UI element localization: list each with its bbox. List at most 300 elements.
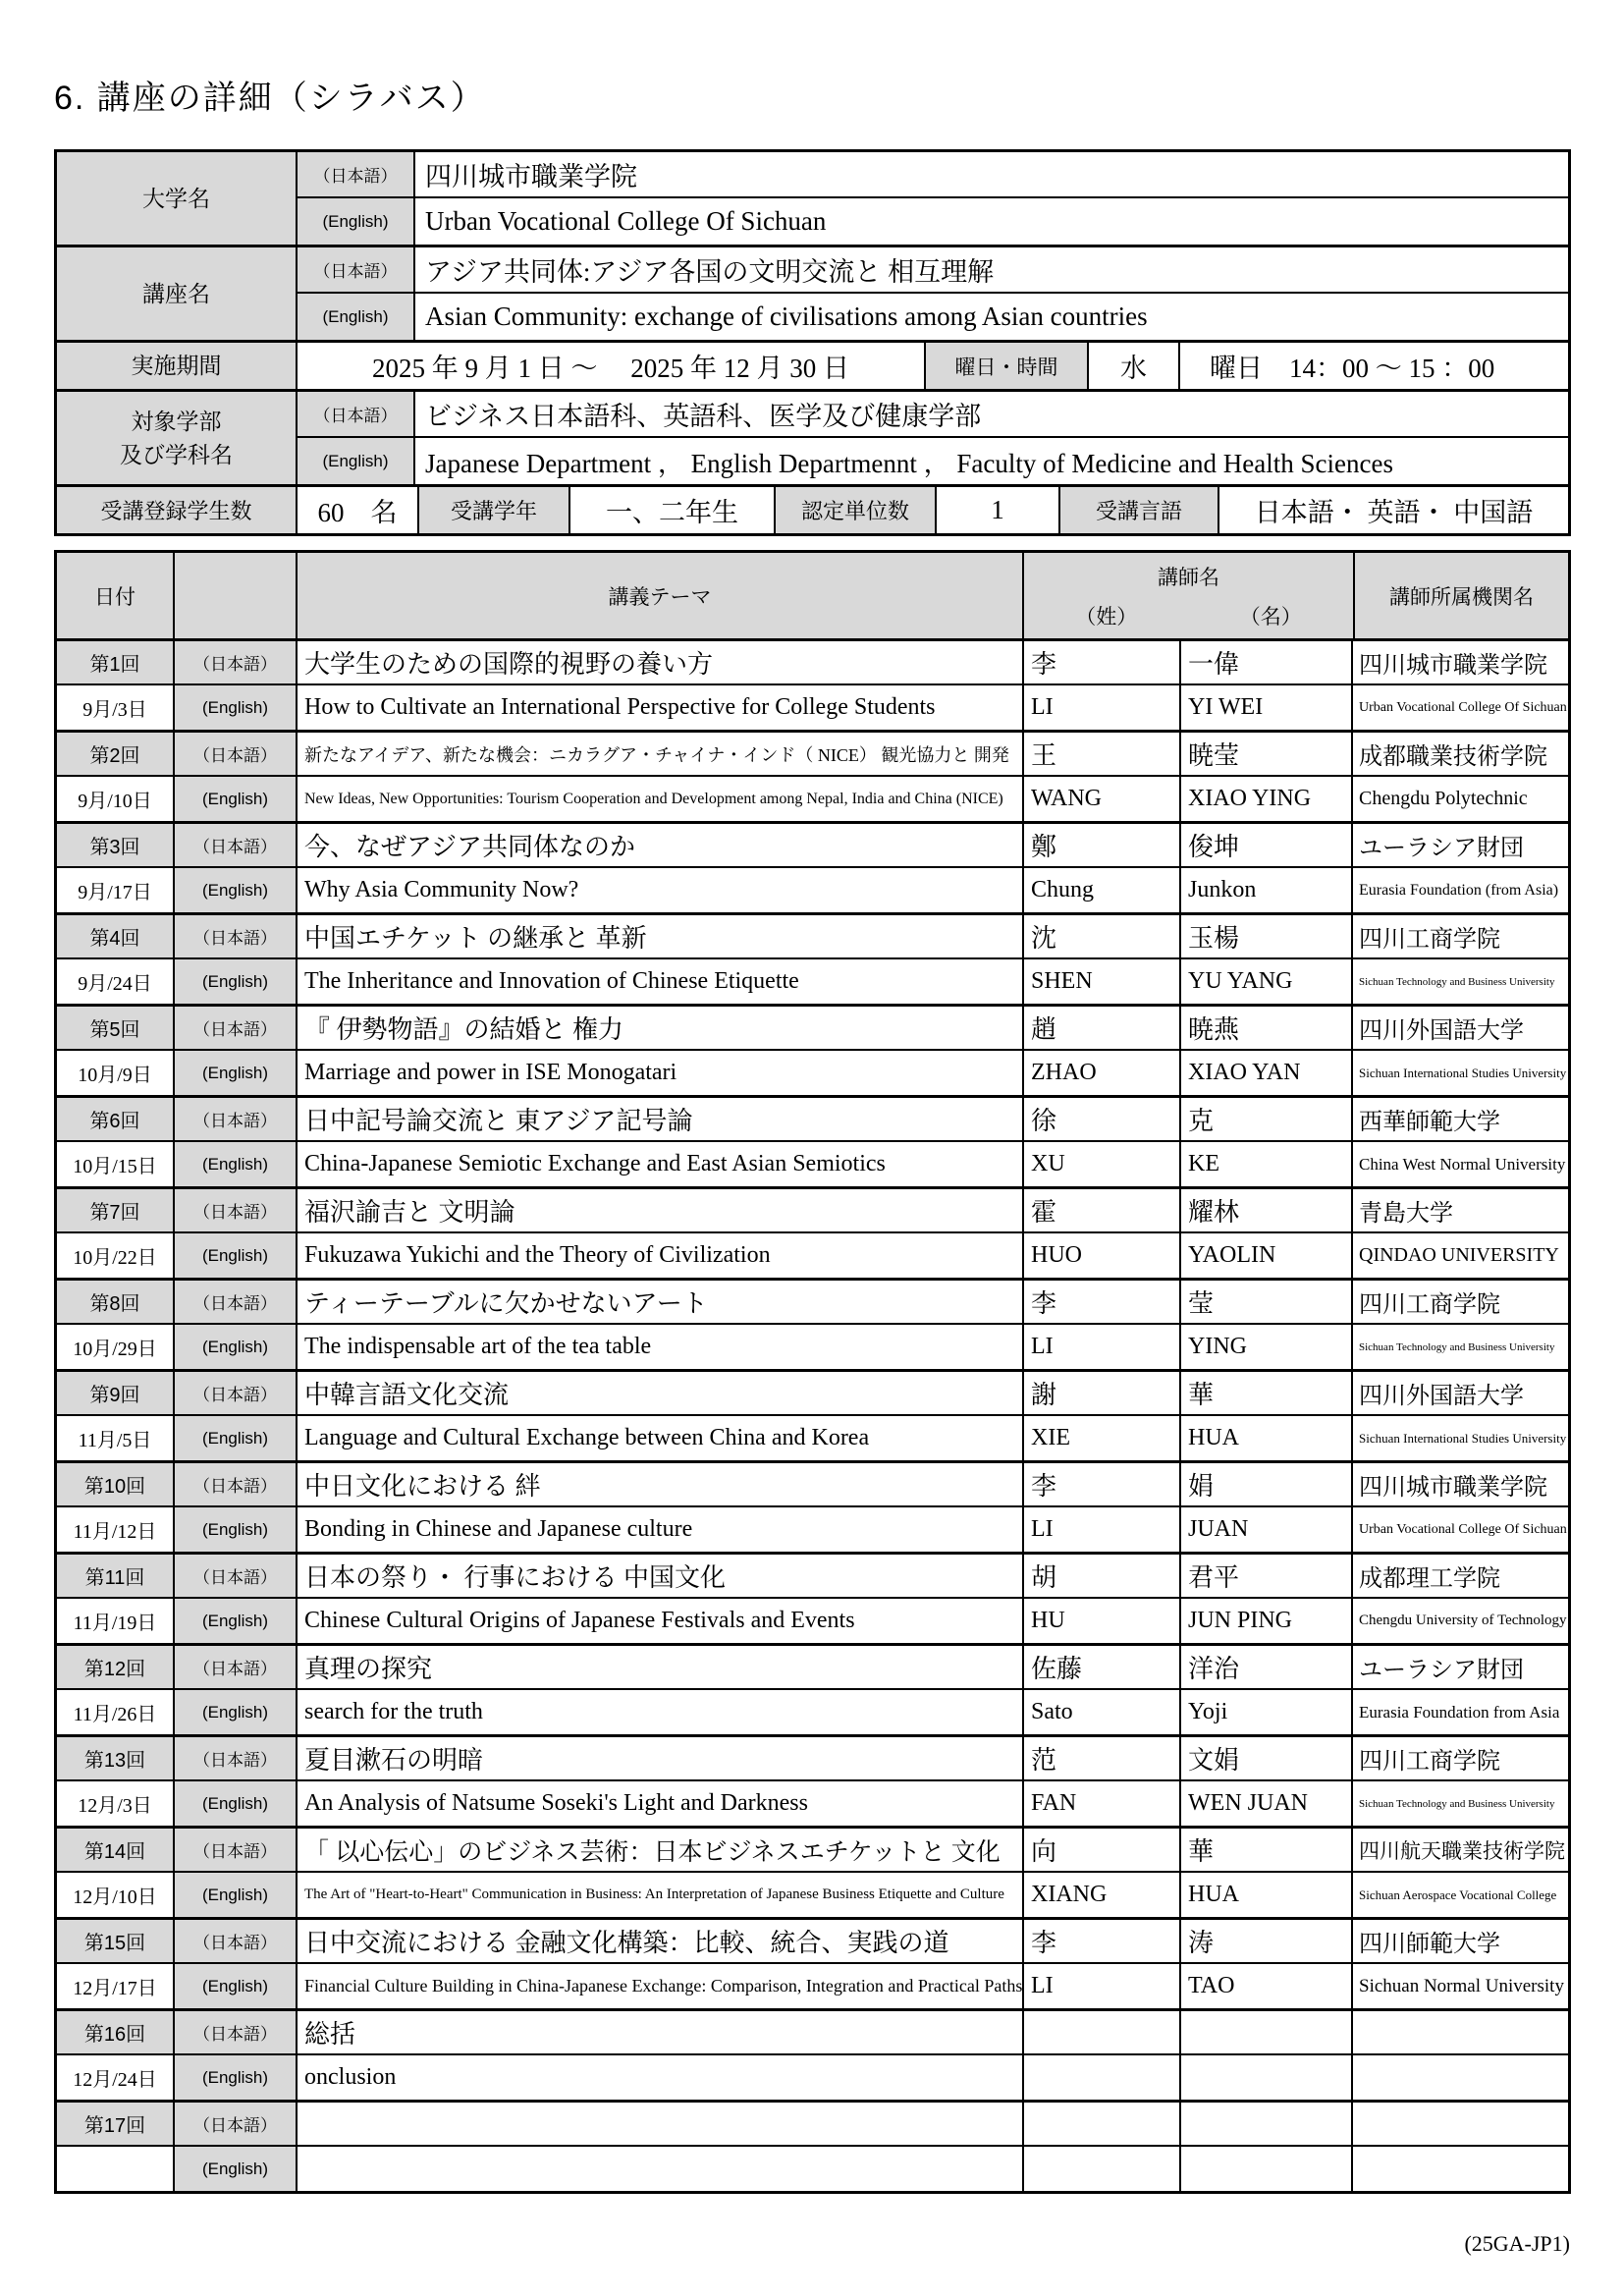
target-group xyxy=(57,392,1568,487)
date-cell: 10月/22日 xyxy=(57,1233,175,1278)
schedule-rows xyxy=(57,641,1568,2191)
schedule-row-jp xyxy=(57,824,1568,868)
lang-tag-jp: （日本語） xyxy=(175,2011,298,2053)
theme-en: Fukuzawa Yukichi and the Theory of Civilization xyxy=(298,1233,1024,1278)
org-en: Sichuan International Studies University xyxy=(1359,1065,1567,1080)
theme-en: Marriage and power in ISE Monogatari xyxy=(298,1051,1024,1095)
schedule-row-pair xyxy=(57,1646,1568,1737)
org-en: Urban Vocational College Of Sichuan xyxy=(1359,699,1567,715)
session-cell: 第1回 xyxy=(57,641,175,683)
surname-jp: 李 xyxy=(1024,641,1181,683)
givenname-jp: 暁燕 xyxy=(1181,1007,1353,1049)
lang-tag-en: (English) xyxy=(175,1233,298,1278)
lang-tag-jp: （日本語） xyxy=(175,1098,298,1140)
surname-en: HUO xyxy=(1024,1233,1181,1278)
surname-jp: 佐藤 xyxy=(1024,1646,1181,1688)
schedule-row-jp xyxy=(57,1372,1568,1416)
lang-tag-en: (English) xyxy=(175,1416,298,1460)
date-cell: 11月/26日 xyxy=(57,1690,175,1734)
givenname-en xyxy=(1181,2147,1353,2191)
givenname-jp: 一偉 xyxy=(1181,641,1353,683)
session-cell: 第14回 xyxy=(57,1829,175,1871)
lang-tag-jp: （日本語） xyxy=(175,1920,298,1962)
lang-tag-jp: （日本語） xyxy=(175,1007,298,1049)
theme-jp: 中日文化における 絆 xyxy=(298,1463,1024,1505)
org-en xyxy=(1353,2055,1568,2100)
university-label: 大学名 xyxy=(57,152,298,245)
period-row xyxy=(298,343,1568,389)
day-value: 水 xyxy=(1089,343,1180,389)
schedule-row-pair xyxy=(57,2103,1568,2191)
lang-tag-en: (English) xyxy=(175,685,298,730)
schedule-row-pair xyxy=(57,1281,1568,1372)
grade-value: 一、二年生 xyxy=(570,487,776,533)
university-name-jp: 四川城市職業学院 xyxy=(425,162,637,191)
givenname-jp: 華 xyxy=(1181,1829,1353,1871)
surname-en: SHEN xyxy=(1024,959,1181,1004)
theme-en: An Analysis of Natsume Soseki's Light and Darkness xyxy=(298,1781,1024,1826)
theme-en: The Inheritance and Innovation of Chinese Etiquette xyxy=(298,959,1024,1004)
header-date: 日付 xyxy=(57,553,175,638)
session-cell: 第8回 xyxy=(57,1281,175,1323)
en-tag: (English) xyxy=(298,438,415,484)
date-cell: 12月/17日 xyxy=(57,1964,175,2008)
org-en: Sichuan Aerospace Vocational College xyxy=(1359,1886,1557,1902)
university-row-en xyxy=(298,198,1568,245)
university-name-en: Urban Vocational College Of Sichuan xyxy=(425,206,827,236)
lang-tag-jp: （日本語） xyxy=(175,1189,298,1231)
schedule-row-en xyxy=(57,1599,1568,1643)
session-cell: 第15回 xyxy=(57,1920,175,1962)
theme-en xyxy=(298,2147,1024,2191)
theme-en: Bonding in Chinese and Japanese culture xyxy=(298,1507,1024,1552)
schedule-table xyxy=(54,550,1571,2194)
target-label-line2: 及び学科名 xyxy=(120,442,233,467)
lang-tag-en: (English) xyxy=(175,1051,298,1095)
givenname-en: YAOLIN xyxy=(1181,1233,1353,1278)
info-table xyxy=(54,149,1571,536)
schedule-row-pair xyxy=(57,2011,1568,2103)
theme-en: Why Asia Community Now? xyxy=(298,868,1024,912)
surname-jp: 胡 xyxy=(1024,1555,1181,1597)
org-en: Eurasia Foundation (from Asia) xyxy=(1359,881,1559,899)
surname-jp: 謝 xyxy=(1024,1372,1181,1414)
date-cell: 10月/15日 xyxy=(57,1142,175,1186)
surname-jp: 范 xyxy=(1024,1737,1181,1779)
session-cell: 第10回 xyxy=(57,1463,175,1505)
surname-en: HU xyxy=(1024,1599,1181,1643)
theme-jp: 『 伊勢物語』の結婚と 権力 xyxy=(298,1007,1024,1049)
lang-tag-en: (English) xyxy=(175,868,298,912)
date-cell: 12月/3日 xyxy=(57,1781,175,1826)
theme-en: The indispensable art of the tea table xyxy=(298,1325,1024,1369)
course-row-en xyxy=(298,294,1568,340)
target-label-line1: 対象学部 xyxy=(131,408,222,434)
schedule-row-jp xyxy=(57,1189,1568,1233)
org-en: Chengdu University of Technology xyxy=(1359,1613,1567,1628)
header-surname: （姓） xyxy=(1075,605,1138,629)
target-departments-jp: ビジネス日本語科、英語科、医学及び健康学部 xyxy=(425,402,982,431)
schedule-row-pair xyxy=(57,1189,1568,1281)
schedule-row-en xyxy=(57,1964,1568,2008)
org-en: Sichuan Technology and Business University xyxy=(1359,1340,1555,1353)
org-jp: 四川工商学院 xyxy=(1359,927,1500,953)
org-jp: 四川城市職業学院 xyxy=(1359,1475,1547,1501)
period-value: 2025 年 9 月 1 日 ～ 2025 年 12 月 30 日 xyxy=(298,343,926,389)
surname-jp: 沈 xyxy=(1024,915,1181,957)
surname-en: LI xyxy=(1024,1325,1181,1369)
surname-jp: 鄭 xyxy=(1024,824,1181,866)
session-cell: 第9回 xyxy=(57,1372,175,1414)
lang-tag-en: (English) xyxy=(175,777,298,821)
header-lecturer-title: 講師名 xyxy=(1158,566,1219,589)
givenname-en: HUA xyxy=(1181,1416,1353,1460)
session-cell: 第7回 xyxy=(57,1189,175,1231)
org-jp: 四川外国語大学 xyxy=(1359,1018,1524,1044)
givenname-en: JUN PING xyxy=(1181,1599,1353,1643)
surname-en: Chung xyxy=(1024,868,1181,912)
givenname-jp: 克 xyxy=(1181,1098,1353,1140)
schedule-row-jp xyxy=(57,1098,1568,1142)
givenname-jp: 娟 xyxy=(1181,1463,1353,1505)
surname-en: LI xyxy=(1024,685,1181,730)
lang-tag-jp: （日本語） xyxy=(175,1555,298,1597)
theme-en: China-Japanese Semiotic Exchange and East Asian Semiotics xyxy=(298,1142,1024,1186)
surname-en xyxy=(1024,2055,1181,2100)
schedule-row-en xyxy=(57,777,1568,821)
lang-tag-jp: （日本語） xyxy=(175,824,298,866)
date-cell: 12月/24日 xyxy=(57,2055,175,2100)
surname-en: LI xyxy=(1024,1964,1181,2008)
givenname-en: YI WEI xyxy=(1181,685,1353,730)
org-jp xyxy=(1353,2103,1568,2145)
theme-en: search for the truth xyxy=(298,1690,1024,1734)
schedule-row-pair xyxy=(57,824,1568,915)
givenname-en: JUAN xyxy=(1181,1507,1353,1552)
org-en xyxy=(1353,2147,1568,2191)
org-en: Sichuan Technology and Business University xyxy=(1359,975,1555,988)
language-value: 日本語・ 英語・ 中国語 xyxy=(1254,498,1534,527)
schedule-row-pair xyxy=(57,1829,1568,1920)
surname-en: XU xyxy=(1024,1142,1181,1186)
org-jp: 四川城市職業学院 xyxy=(1359,653,1547,679)
schedule-row-en xyxy=(57,1233,1568,1278)
surname-jp: 王 xyxy=(1024,733,1181,775)
session-cell: 第3回 xyxy=(57,824,175,866)
date-cell: 11月/5日 xyxy=(57,1416,175,1460)
org-en: Sichuan Technology and Business University xyxy=(1359,1797,1555,1810)
schedule-row-pair xyxy=(57,1920,1568,2011)
theme-en: Language and Cultural Exchange between China and Korea xyxy=(298,1416,1024,1460)
lang-tag-jp: （日本語） xyxy=(175,1737,298,1779)
lang-tag-jp: （日本語） xyxy=(175,1646,298,1688)
org-en: Sichuan International Studies University xyxy=(1359,1430,1567,1446)
credit-value: 1 xyxy=(937,487,1060,533)
surname-en: LI xyxy=(1024,1507,1181,1552)
surname-en: FAN xyxy=(1024,1781,1181,1826)
org-en: Urban Vocational College Of Sichuan xyxy=(1359,1521,1567,1537)
givenname-jp xyxy=(1181,2011,1353,2053)
period-group xyxy=(57,343,1568,392)
jp-tag: （日本語） xyxy=(298,392,415,436)
time-value: 曜日 14：00 ～ 15 ：00 xyxy=(1210,354,1495,383)
surname-jp xyxy=(1024,2103,1181,2145)
lang-tag-en: (English) xyxy=(175,959,298,1004)
theme-jp: 日中記号論交流と 東アジア記号論 xyxy=(298,1098,1024,1140)
givenname-jp: 俊坤 xyxy=(1181,824,1353,866)
grade-label: 受講学年 xyxy=(419,487,570,533)
date-cell: 11月/12日 xyxy=(57,1507,175,1552)
schedule-row-jp xyxy=(57,2103,1568,2147)
session-cell: 第16回 xyxy=(57,2011,175,2053)
surname-jp: 李 xyxy=(1024,1920,1181,1962)
org-en: QINDAO UNIVERSITY xyxy=(1359,1244,1559,1266)
target-label xyxy=(57,392,298,484)
surname-jp: 徐 xyxy=(1024,1098,1181,1140)
surname-jp: 霍 xyxy=(1024,1189,1181,1231)
givenname-jp: 涛 xyxy=(1181,1920,1353,1962)
theme-jp: 真理の探究 xyxy=(298,1646,1024,1688)
language-label: 受講言語 xyxy=(1060,487,1219,533)
givenname-en: Junkon xyxy=(1181,868,1353,912)
schedule-row-jp xyxy=(57,641,1568,685)
org-en: Eurasia Foundation from Asia xyxy=(1359,1702,1560,1722)
surname-en: WANG xyxy=(1024,777,1181,821)
theme-jp: 新たなアイデア、新たな機会：ニカラグア・チャイナ・インド（ NICE） 観光協力と 開発 xyxy=(298,733,1024,775)
session-cell: 第11回 xyxy=(57,1555,175,1597)
schedule-row-en xyxy=(57,2055,1568,2100)
course-row-jp xyxy=(298,247,1568,294)
surname-en: ZHAO xyxy=(1024,1051,1181,1095)
theme-jp xyxy=(298,2103,1024,2145)
date-cell: 10月/9日 xyxy=(57,1051,175,1095)
date-cell: 9月/3日 xyxy=(57,685,175,730)
givenname-jp: 暁莹 xyxy=(1181,733,1353,775)
givenname-jp: 華 xyxy=(1181,1372,1353,1414)
givenname-en: YU YANG xyxy=(1181,959,1353,1004)
schedule-row-en xyxy=(57,685,1568,730)
surname-en: XIANG xyxy=(1024,1873,1181,1917)
givenname-en: TAO xyxy=(1181,1964,1353,2008)
givenname-en: XIAO YAN xyxy=(1181,1051,1353,1095)
theme-en: Financial Culture Building in China-Japanese Exchange: Comparison, Integration and Practical Paths xyxy=(298,1964,1024,2008)
header-lecturer xyxy=(1024,553,1355,638)
givenname-en: Yoji xyxy=(1181,1690,1353,1734)
lang-tag-en: (English) xyxy=(175,2147,298,2191)
session-cell: 第6回 xyxy=(57,1098,175,1140)
page-footer: (25GA-JP1) xyxy=(1464,2231,1570,2256)
credit-label: 認定単位数 xyxy=(776,487,937,533)
schedule-header xyxy=(57,553,1568,641)
page-title: 6. 講座の詳細（シラバス） xyxy=(54,80,486,117)
schedule-row-pair xyxy=(57,1007,1568,1098)
schedule-row-en xyxy=(57,1142,1568,1186)
org-jp: 四川航天職業技術学院 xyxy=(1359,1838,1565,1863)
theme-en: How to Cultivate an International Perspective for College Students xyxy=(298,685,1024,730)
givenname-jp: 洋治 xyxy=(1181,1646,1353,1688)
org-jp: 四川師範大学 xyxy=(1359,1932,1500,1957)
theme-en: New Ideas, New Opportunities: Tourism Cooperation and Development among Nepal, India and China (NICE) xyxy=(298,777,1024,821)
schedule-row-pair xyxy=(57,915,1568,1007)
theme-en: The Art of "Heart-to-Heart" Communication in Business: An Interpretation of Japanese Business Etiquette and Culture xyxy=(298,1873,1024,1917)
lang-tag-jp: （日本語） xyxy=(175,1463,298,1505)
org-jp: 成都理工学院 xyxy=(1359,1566,1500,1592)
header-lang-spacer xyxy=(175,553,298,638)
schedule-row-jp xyxy=(57,1555,1568,1599)
enrollment-count: 60 名 xyxy=(298,487,419,533)
lang-tag-en: (English) xyxy=(175,2055,298,2100)
lang-tag-jp: （日本語） xyxy=(175,641,298,683)
schedule-row-pair xyxy=(57,1463,1568,1555)
schedule-row-jp xyxy=(57,1007,1568,1051)
schedule-row-pair xyxy=(57,1555,1568,1646)
schedule-row-jp xyxy=(57,733,1568,777)
schedule-row-jp xyxy=(57,1920,1568,1964)
org-jp: 四川外国語大学 xyxy=(1359,1384,1524,1409)
session-cell: 第13回 xyxy=(57,1737,175,1779)
givenname-en xyxy=(1181,2055,1353,2100)
org-jp: ユーラシア財団 xyxy=(1359,1658,1524,1683)
lang-tag-jp: （日本語） xyxy=(175,733,298,775)
university-row-jp xyxy=(298,152,1568,198)
theme-en: Chinese Cultural Origins of Japanese Festivals and Events xyxy=(298,1599,1024,1643)
theme-jp: 今、なぜアジア共同体なのか xyxy=(298,824,1024,866)
lang-tag-jp: （日本語） xyxy=(175,1829,298,1871)
surname-jp: 向 xyxy=(1024,1829,1181,1871)
surname-jp xyxy=(1024,2011,1181,2053)
org-jp: 青島大学 xyxy=(1359,1201,1453,1227)
header-theme: 講義テーマ xyxy=(298,553,1024,638)
org-jp: 四川工商学院 xyxy=(1359,1749,1500,1775)
givenname-jp xyxy=(1181,2103,1353,2145)
schedule-row-jp xyxy=(57,1829,1568,1873)
org-jp: 西華師範大学 xyxy=(1359,1110,1500,1135)
date-cell: 9月/24日 xyxy=(57,959,175,1004)
schedule-row-jp xyxy=(57,1646,1568,1690)
course-name-en: Asian Community: exchange of civilisations among Asian countries xyxy=(425,301,1148,331)
lang-tag-en: (English) xyxy=(175,1781,298,1826)
date-cell: 10月/29日 xyxy=(57,1325,175,1369)
lang-tag-en: (English) xyxy=(175,1873,298,1917)
session-cell: 第2回 xyxy=(57,733,175,775)
period-label: 実施期間 xyxy=(57,343,298,389)
givenname-jp: 君平 xyxy=(1181,1555,1353,1597)
session-cell: 第4回 xyxy=(57,915,175,957)
schedule-row-pair xyxy=(57,733,1568,824)
schedule-row-jp xyxy=(57,2011,1568,2055)
schedule-row-pair xyxy=(57,1737,1568,1829)
lang-tag-en: (English) xyxy=(175,1599,298,1643)
course-name-jp: アジア共同体:アジア各国の文明交流と 相互理解 xyxy=(425,257,995,287)
lang-tag-en: (English) xyxy=(175,1690,298,1734)
header-givenname: （名） xyxy=(1239,605,1302,629)
schedule-row-en xyxy=(57,1051,1568,1095)
givenname-jp: 莹 xyxy=(1181,1281,1353,1323)
schedule-row-jp xyxy=(57,1737,1568,1781)
jp-tag: （日本語） xyxy=(298,247,415,292)
course-group xyxy=(57,247,1568,343)
org-jp: 四川工商学院 xyxy=(1359,1292,1500,1318)
surname-en: Sato xyxy=(1024,1690,1181,1734)
theme-jp: 総括 xyxy=(298,2011,1024,2053)
surname-en: XIE xyxy=(1024,1416,1181,1460)
givenname-en: XIAO YING xyxy=(1181,777,1353,821)
lang-tag-jp: （日本語） xyxy=(175,915,298,957)
org-jp xyxy=(1353,2011,1568,2053)
theme-jp: ティーテーブルに欠かせないアート xyxy=(298,1281,1024,1323)
lang-tag-jp: （日本語） xyxy=(175,1281,298,1323)
schedule-row-en xyxy=(57,959,1568,1004)
university-group xyxy=(57,152,1568,247)
schedule-row-en xyxy=(57,1325,1568,1369)
theme-jp: 中国エチケット の継承と 革新 xyxy=(298,915,1024,957)
session-cell: 第12回 xyxy=(57,1646,175,1688)
schedule-row-en xyxy=(57,2147,1568,2191)
theme-jp: 夏目漱石の明暗 xyxy=(298,1737,1024,1779)
schedule-row-jp xyxy=(57,915,1568,959)
schedule-row-jp xyxy=(57,1463,1568,1507)
schedule-row-pair xyxy=(57,1098,1568,1189)
givenname-jp: 玉楊 xyxy=(1181,915,1353,957)
schedule-row-en xyxy=(57,1873,1568,1917)
theme-jp: 福沢諭吉と 文明論 xyxy=(298,1189,1024,1231)
surname-jp: 趙 xyxy=(1024,1007,1181,1049)
schedule-row-pair xyxy=(57,641,1568,733)
date-cell: 11月/19日 xyxy=(57,1599,175,1643)
jp-tag: （日本語） xyxy=(298,152,415,196)
schedule-row-en xyxy=(57,1781,1568,1826)
en-tag: (English) xyxy=(298,198,415,245)
date-cell: 9月/10日 xyxy=(57,777,175,821)
schedule-row-en xyxy=(57,868,1568,912)
schedule-row-en xyxy=(57,1416,1568,1460)
theme-jp: 日本の祭り・ 行事における 中国文化 xyxy=(298,1555,1024,1597)
givenname-jp: 文娟 xyxy=(1181,1737,1353,1779)
surname-jp: 李 xyxy=(1024,1463,1181,1505)
lang-tag-jp: （日本語） xyxy=(175,1372,298,1414)
givenname-en: YING xyxy=(1181,1325,1353,1369)
theme-en: onclusion xyxy=(298,2055,1024,2100)
org-jp: 成都職業技術学院 xyxy=(1359,744,1547,770)
lang-tag-en: (English) xyxy=(175,1325,298,1369)
schedule-row-en xyxy=(57,1507,1568,1552)
session-cell: 第17回 xyxy=(57,2103,175,2145)
schedule-row-pair xyxy=(57,1372,1568,1463)
enrollment-row xyxy=(57,487,1568,533)
surname-jp: 李 xyxy=(1024,1281,1181,1323)
course-label: 講座名 xyxy=(57,247,298,340)
lang-tag-en: (English) xyxy=(175,1964,298,2008)
theme-jp: 中韓言語文化交流 xyxy=(298,1372,1024,1414)
date-cell: 9月/17日 xyxy=(57,868,175,912)
target-row-jp xyxy=(298,392,1568,438)
date-cell xyxy=(57,2147,175,2191)
header-org: 講師所属機関名 xyxy=(1389,585,1534,609)
givenname-en: HUA xyxy=(1181,1873,1353,1917)
session-cell: 第5回 xyxy=(57,1007,175,1049)
schedule-row-jp xyxy=(57,1281,1568,1325)
org-en: Chengdu Polytechnic xyxy=(1359,788,1528,809)
theme-jp: 大学生のための国際的視野の養い方 xyxy=(298,641,1024,683)
enrollment-group xyxy=(57,487,1568,533)
en-tag: (English) xyxy=(298,294,415,340)
lang-tag-jp: （日本語） xyxy=(175,2103,298,2145)
givenname-en: KE xyxy=(1181,1142,1353,1186)
surname-en xyxy=(1024,2147,1181,2191)
theme-jp: 日中交流における 金融文化構築：比較、統合、実践の道 xyxy=(298,1920,1024,1962)
org-jp: ユーラシア財団 xyxy=(1359,836,1524,861)
target-row-en xyxy=(298,438,1568,484)
